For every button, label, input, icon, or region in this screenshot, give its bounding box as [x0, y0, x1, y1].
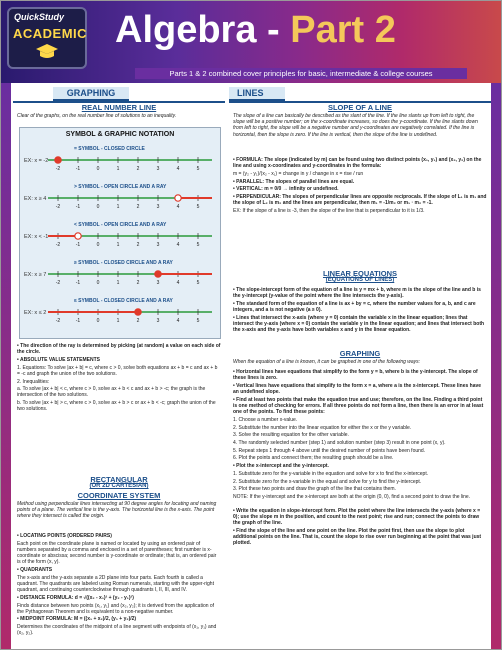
coordinate-intro: Method using perpendicular lines intersecting at 90 degree angles for locating and naming points of a plane. The vertical line is the y-axis. The horizontal line is the x-axis. The point where they intersect is called the origin.	[17, 501, 217, 520]
text-item: • LOCATING POINTS (ORDERED PAIRS)	[17, 533, 112, 539]
text-item: • Lines that intersect the x-axis (where y = 0) contain the variable x in the linear equation; lines that intersect the y-axis (where x = 0) contain the variable y in the linear equation; and lines that intersect both the x-axis and the y-axis have both variables x and y in the linear equation.	[233, 314, 485, 334]
text-item: 3. Plot these two points and draw the graph of the line that contains them.	[233, 486, 396, 493]
text-item: • Write the equation in slope-intercept form. Plot the point where the line intersects the y-axis (where x = 0); use the slope m in the position, and count to the next point; rise and run; connect the points to draw the graph of the line.	[233, 507, 481, 527]
left-decorative-strip	[1, 83, 11, 650]
tick-label: 5	[196, 166, 200, 172]
text-item: 6. Plot the points and connect them; the resulting graph should be a line.	[233, 455, 394, 462]
tick-label: 1	[116, 204, 120, 210]
number-line-row	[24, 296, 216, 326]
tick-label: 4	[176, 166, 180, 172]
tick-label: 4	[176, 280, 180, 286]
tick-label: 0	[96, 318, 100, 324]
number-line-description: < SYMBOL - OPEN CIRCLE AND A RAY	[74, 222, 167, 228]
title-main: Algebra -	[115, 9, 291, 51]
section-real-number-line: REAL NUMBER LINE	[81, 103, 157, 112]
text-item: 4. The randomly selected number (step 1) and solution number (step 3) result in one point (x, y).	[233, 440, 446, 446]
text-item: 3. Solve the resulting equation for the other variable.	[233, 432, 349, 439]
tick-label: 5	[196, 318, 200, 324]
text-item: • The direction of the ray is determined by picking (at random) a value on each side of the circle.	[17, 343, 221, 356]
tick-label: 0	[96, 204, 100, 210]
number-line-graphic	[46, 190, 214, 212]
graphing-intro: When the equation of a line is known, it can be graphed in one of the following ways:	[233, 359, 421, 365]
logo-academic: ACADEMIC	[13, 26, 88, 41]
slope-intro: The slope of a line can basically be described as the slant of the line. If the line slants up from left to right, the slope will be a positive number; on the x-coordinate increases, so does the y-coordinate. If the line slants down from left to right, the slope will be a negative number and y-coordinates are negatively correlated. If the line is horizontal, then the slope is zero. If the line is vertical, then the slope of the line is undefined.	[233, 113, 478, 138]
tick-label: -1	[75, 204, 81, 210]
section-cartesian: (OR 2D CARTESIAN)	[89, 483, 149, 489]
tick-label: -2	[55, 280, 61, 286]
tick-label: 2	[136, 166, 140, 172]
tick-label: 4	[176, 318, 180, 324]
number-line-graphic	[46, 228, 214, 250]
title-part: Part 2	[290, 9, 396, 51]
lines-column	[229, 87, 491, 647]
section-rectangular: RECTANGULAR	[90, 475, 148, 484]
number-line-example: EX: x ≤ 2	[24, 310, 47, 316]
tick-label: 1	[116, 242, 120, 248]
tick-label: 3	[156, 204, 160, 210]
text-item: 2. Substitute zero for the x-variable in the equal and solve for y to find the y-intercept.	[233, 478, 422, 485]
open-circle	[175, 195, 181, 201]
text-item: • The slope-intercept form of the equation of a line is y = mx + b, where m is the slope of the line and b is the y-intercept (y-value of the point where the line intersects the y-axis).	[233, 287, 481, 300]
subtitle: Parts 1 & 2 combined cover principles for basic, intermediate & college courses	[135, 68, 467, 79]
text-item: • PERPENDICULAR: The slopes of perpendicular lines are opposite reciprocals. If the slope of L₁ is m₁ and the slope of L₂ is m₂ and the lines are perpendicular, then m₁ = -1/m₂ or m₁ · m₂ = -1.	[233, 194, 487, 207]
text-item: Finds distance between two points (x₁, y₁) and (x₂, y₂); it is derived from the application of the Pythagorean Theorem and is equivalent to a non-negative number.	[17, 602, 215, 615]
text-item: • Plot the x-intercept and the y-intercept.	[233, 463, 329, 470]
number-line-description: ≤ SYMBOL - CLOSED CIRCLE AND A RAY	[74, 298, 173, 304]
tick-label: 1	[116, 280, 120, 286]
tick-label: 3	[156, 242, 160, 248]
tick-label: -2	[55, 242, 61, 248]
number-line-example: EX: x ≥ 4	[24, 196, 47, 202]
text-item: 2. Substitute the number into the linear equation for either the x or the y variable.	[233, 424, 412, 431]
open-circle	[75, 233, 81, 239]
text-item: • Horizontal lines have equations that simplify to the form y = b, where b is the y-intercept. The slope of these lines is zero.	[233, 369, 478, 382]
text-item: Determines the coordinates of the midpoint of a line segment with endpoints of (x₁, y₁) and (x₂, y₂).	[17, 624, 217, 637]
text-item: • VERTICAL: m = 0/0 → infinity or undefined.	[233, 186, 339, 193]
text-item: • The standard form of the equation of a line is ax + by = c, where the number values for a, b, and c are integers, and a is not negative (a ≥ 0).	[233, 300, 476, 314]
text-item: • Vertical lines have equations that simplify to the form x = a, where a is the x-intercept. These lines have an undefined slope.	[233, 382, 482, 396]
text-item: b. To solve |ax + b| > c, where c > 0, solve ax + b > c or ax + b < -c; graph the union of the two solutions.	[17, 400, 216, 413]
section-equations-of-lines: (EQUATIONS OF LINES)	[325, 277, 395, 283]
text-item: 1. Substitute zero for the y-variable in the equation and solve for x to find the x-intercept.	[233, 470, 429, 477]
closed-circle	[55, 157, 61, 163]
number-line-graphic	[46, 266, 214, 288]
tick-label: -1	[75, 280, 81, 286]
text-item: 5. Repeat steps 1 through 4 above until the desired number of points have been found.	[233, 447, 426, 454]
text-item: Each point on the coordinate plane is named or located by using an ordered pair of numbers separated by a comma and enclosed in a set of parentheses; first number is x-coordinate or abscissa; second number is y-coordinate or ordinate; that is, an ordered pair is of the form (x, y).	[17, 540, 217, 566]
closed-circle	[155, 271, 161, 277]
tick-label: -1	[75, 318, 81, 324]
tick-label: 2	[136, 318, 140, 324]
text-item: m = (y₂ - y₁)/(x₂ - x₁) = change in y / change in x = rise / run	[233, 170, 364, 177]
text-item: • MIDPOINT FORMULA: M = ((x₁ + x₂)/2, (y₁ + y₂)/2)	[17, 616, 137, 623]
tick-label: -1	[75, 166, 81, 172]
text-item: 2. Inequalities:	[17, 378, 50, 385]
header-banner	[1, 1, 502, 83]
section-coordinate-system: COORDINATE SYSTEM	[77, 491, 161, 500]
tick-label: 4	[176, 242, 180, 248]
number-line-row	[24, 182, 216, 212]
quickstudy-logo	[7, 7, 87, 69]
tick-label: 1	[116, 318, 120, 324]
text-item: • FORMULA: The slope (indicated by m) can be found using two distinct points (x₁, y₁) and (x₂, y₂) on the line and using x-coordinates and y-coordinates in the formula:	[233, 157, 482, 170]
text-item: • DISTANCE FORMULA: d = √((x₂ - x₁)² + (y₂ - y₁)²)	[17, 594, 134, 601]
tick-label: 5	[196, 204, 200, 210]
text-item: EX: If the slope of a line is -3, then the slope of the line that is perpendicular to it is 1/3.	[233, 207, 425, 214]
number-line-example: EX: x ≥ 7	[24, 272, 47, 278]
text-item: • QUADRANTS	[17, 567, 53, 573]
text-item: 1. Choose a number x-value.	[233, 416, 298, 423]
tick-label: 0	[96, 242, 100, 248]
logo-brand: QuickStudy	[14, 12, 65, 22]
text-item: 1. Equations: To solve |ax + b| = c, where c > 0, solve both equations ax + b = c and ax + b = -c and graph the union of the two solutions.	[17, 364, 218, 377]
tick-label: 2	[136, 204, 140, 210]
number-line-row	[24, 220, 216, 250]
number-line-description: > SYMBOL - OPEN CIRCLE AND A RAY	[74, 184, 167, 190]
text-item: NOTE: If the y-intercept and the x-intercept are both at the origin (0, 0), find a second point to draw the line.	[233, 493, 471, 500]
tick-label: 3	[156, 166, 160, 172]
tick-label: 4	[176, 204, 180, 210]
number-line-description: = SYMBOL - CLOSED CIRCLE	[74, 146, 145, 152]
text-item: • ABSOLUTE VALUE STATEMENTS	[17, 356, 100, 363]
tick-label: 0	[96, 166, 100, 172]
tick-label: 1	[116, 166, 120, 172]
tick-label: -1	[75, 242, 81, 248]
tick-label: -2	[55, 166, 61, 172]
number-line-example: EX: x = -2	[24, 158, 49, 164]
symbol-notation-title: SYMBOL & GRAPHIC NOTATION	[65, 131, 175, 138]
closed-circle	[135, 309, 141, 315]
text-item: • Find at least two points that make the equation true and use; therefore, on the line. Finding a third point is one method of checking for errors. If all three points do not form a line, then there is an error in at least one of the points. To find these points:	[233, 396, 484, 416]
tick-label: 3	[156, 318, 160, 324]
text-item: • PARALLEL: The slopes of parallel lines are equal.	[233, 178, 355, 185]
tick-label: 0	[96, 280, 100, 286]
tab-graphing: GRAPHING	[53, 87, 129, 101]
tick-label: 5	[196, 242, 200, 248]
text-item: The x-axis and the y-axis separate a 2D plane into four parts. Each fourth is called a quadrant. The quadrants are labeled using Roman numerals, starting with the upper-right quadrant, and continuing counterclockwise through quadrants I, II, III, and IV.	[17, 574, 214, 594]
page-title	[115, 9, 396, 52]
number-line-row	[24, 258, 216, 288]
text-item: • Find the slope of the line and one point on the line. Plot the point first, then use the slope to plot additional points on the line. That is, count the slope to rise over run beginning at the point that was just plotted.	[233, 527, 482, 547]
graphing-column	[13, 87, 225, 647]
tick-label: -2	[55, 318, 61, 324]
text-item: a. To solve |ax + b| < c, where c > 0, solve ax + b < c and ax + b > -c; the graph is the intersection of the two solutions.	[17, 386, 206, 399]
tab-lines: LINES	[229, 87, 285, 101]
tick-label: 5	[196, 280, 200, 286]
number-line-graphic	[46, 152, 214, 174]
number-line-graphic	[46, 304, 214, 326]
symbol-notation-box	[19, 127, 221, 339]
number-line-row	[24, 144, 216, 174]
number-line-example: EX: x < -1	[24, 234, 49, 240]
section-linear-equations: LINEAR EQUATIONS	[322, 269, 398, 278]
tick-label: 2	[136, 280, 140, 286]
tick-label: 2	[136, 242, 140, 248]
section-graphing: GRAPHING	[339, 349, 381, 358]
graduation-cap-icon	[35, 43, 59, 61]
tick-label: -2	[55, 204, 61, 210]
number-line-description: ≥ SYMBOL - CLOSED CIRCLE AND A RAY	[74, 260, 173, 266]
real-number-line-intro: Clear of the graphs, on the real number line of solutions to an inequality.	[17, 113, 177, 119]
right-decorative-strip	[491, 83, 501, 650]
section-slope: SLOPE OF A LINE	[327, 103, 393, 112]
tick-label: 3	[156, 280, 160, 286]
